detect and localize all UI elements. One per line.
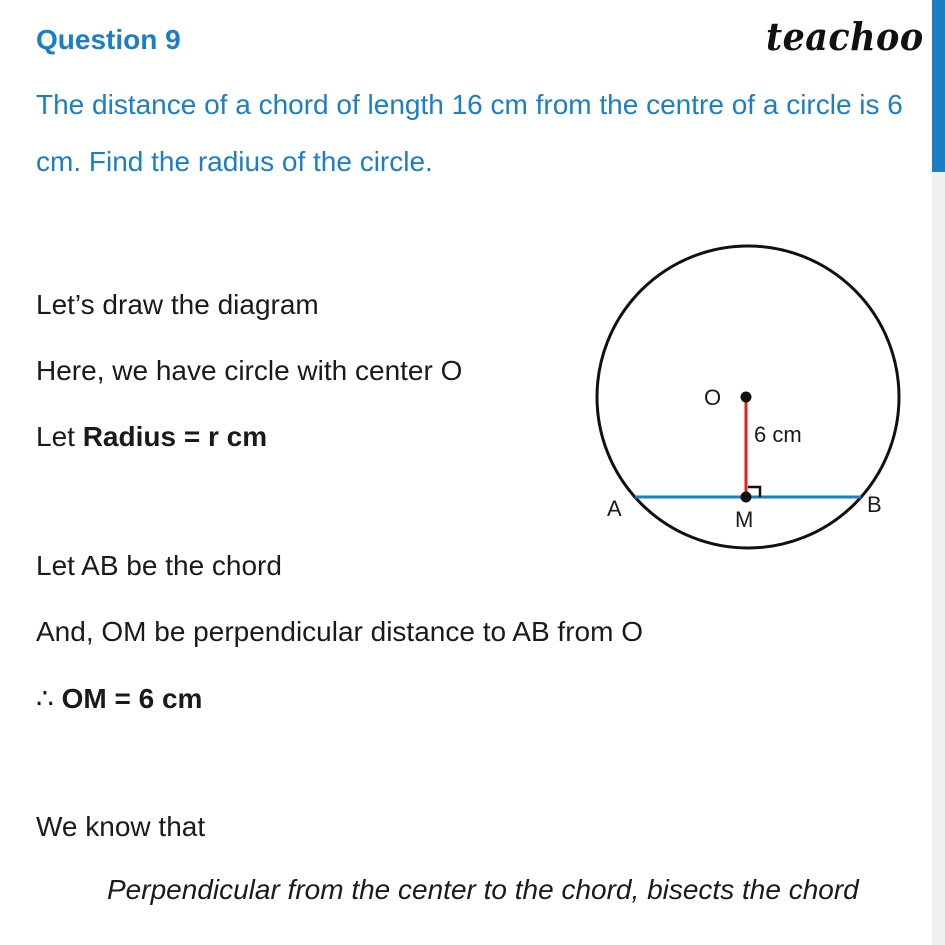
circle-chord-diagram <box>580 235 920 565</box>
solution-line-radius <box>36 421 267 453</box>
therefore-symbol: ∴ <box>36 683 62 714</box>
radius-statement: Radius = r cm <box>82 421 268 452</box>
theorem-statement: Perpendicular from the center to the chord, bisects the chord <box>107 874 859 905</box>
solution-line-center: Here, we have circle with center O <box>36 355 463 386</box>
solution-line-om <box>36 682 202 715</box>
point-o <box>741 392 752 403</box>
scrollbar-thumb[interactable] <box>932 0 945 172</box>
solution-line-chord: Let AB be the chord <box>36 550 282 581</box>
om-statement: OM = 6 cm <box>61 683 203 714</box>
teachoo-logo: teachoo <box>766 14 924 59</box>
point-m <box>741 492 752 503</box>
label-m: M <box>735 507 754 532</box>
label-6cm: 6 cm <box>754 422 802 447</box>
label-a: A <box>607 496 622 521</box>
label-b: B <box>867 492 882 517</box>
radius-prefix: Let <box>36 421 83 452</box>
solution-line-perpendicular: And, OM be perpendicular distance to AB from O <box>36 616 643 647</box>
solution-line-diagram: Let’s draw the diagram <box>36 289 319 320</box>
question-title: Question 9 <box>36 24 181 55</box>
label-o: O <box>704 385 722 410</box>
solution-line-know: We know that <box>36 811 206 842</box>
question-text: The distance of a chord of length 16 cm from the centre of a circle is 6 cm. Find the radius of the circle. <box>36 89 903 177</box>
